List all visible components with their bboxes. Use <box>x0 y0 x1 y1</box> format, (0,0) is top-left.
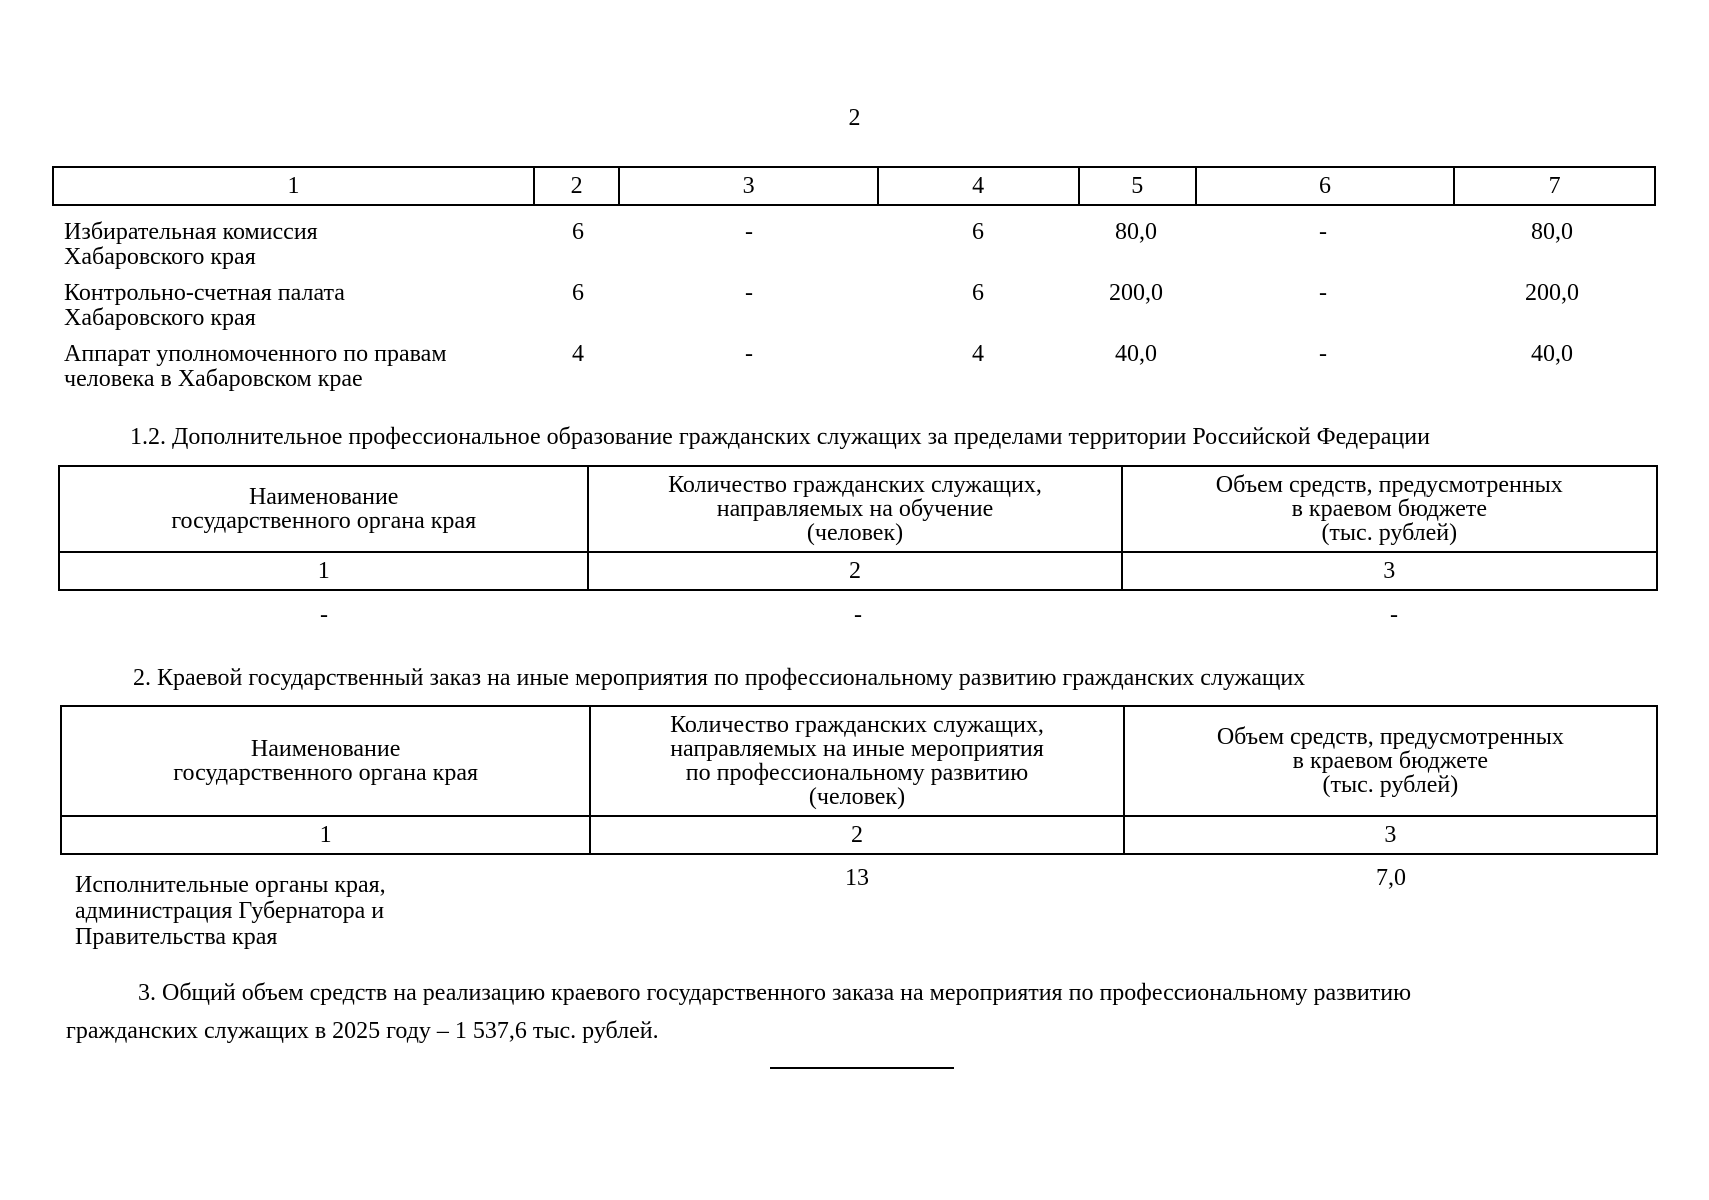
header-line: (человек) <box>808 784 906 810</box>
number-cell: 3 <box>1122 552 1657 590</box>
number-cell: 1 <box>61 816 590 854</box>
header-line: Объем средств, предусмотренных <box>1216 724 1564 750</box>
org-name-line: администрация Губернатора и <box>75 898 385 924</box>
header-line: Наименование <box>250 736 401 762</box>
row-name-line: Аппарат уполномоченного по правам <box>64 341 447 367</box>
cell-c2: 4 <box>572 341 584 367</box>
header-cell <box>590 706 1123 816</box>
table-1-2 <box>58 465 1658 591</box>
section-3-line-2: гражданских служащих в 2025 году – 1 537,6 тыс. рублей. <box>66 1018 659 1044</box>
cell-c4: 6 <box>972 280 984 306</box>
cell-c7: 200,0 <box>1525 280 1579 306</box>
col-header-2: 2 <box>534 167 620 205</box>
cell-c6: - <box>1319 341 1327 367</box>
header-line: государственного органа края <box>173 760 479 786</box>
org-name-line: Исполнительные органы края, <box>75 872 386 898</box>
header-cell <box>588 466 1121 552</box>
header-line: Количество гражданских служащих, <box>670 712 1044 738</box>
cell-c5: 200,0 <box>1109 280 1163 306</box>
header-line: Объем средств, предусмотренных <box>1215 472 1563 498</box>
header-cell <box>59 466 588 552</box>
row-name-line: человека в Хабаровском крае <box>64 366 363 392</box>
cell-c5: 40,0 <box>1115 341 1157 367</box>
section-heading-2: 2. Краевой государственный заказ на иные мероприятия по профессиональному развитию гражданских служащих <box>133 665 1306 691</box>
header-line: (тыс. рублей) <box>1322 772 1459 798</box>
header-line: Наименование <box>248 484 399 510</box>
header-line: (человек) <box>806 520 904 546</box>
col-header-3: 3 <box>619 167 877 205</box>
header-line: государственного органа края <box>171 508 477 534</box>
section-3-line-1: 3. Общий объем средств на реализацию краевого государственного заказа на мероприятия по профессиональному развитию <box>138 980 1412 1006</box>
table-1-header <box>52 166 1656 206</box>
header-line: Количество гражданских служащих, <box>668 472 1042 498</box>
cell-c4: 4 <box>972 341 984 367</box>
row-name-line: Хабаровского края <box>64 244 256 270</box>
header-cell <box>1122 466 1657 552</box>
col-header-5: 5 <box>1079 167 1196 205</box>
header-cell <box>1124 706 1657 816</box>
cell-c6: - <box>1319 280 1327 306</box>
org-name <box>75 872 495 950</box>
cell-c2: 6 <box>572 280 584 306</box>
header-line: направляемых на иные мероприятия <box>670 736 1044 762</box>
value-cell: - <box>1390 602 1398 628</box>
table-2 <box>60 705 1658 855</box>
amount-cell: 7,0 <box>1376 865 1406 891</box>
row-name-line: Избирательная комиссия <box>64 219 318 245</box>
number-cell: 2 <box>588 552 1121 590</box>
value-cell: - <box>320 602 328 628</box>
header-line: направляемых на обучение <box>716 496 994 522</box>
header-line: (тыс. рублей) <box>1321 520 1458 546</box>
cell-c7: 80,0 <box>1531 219 1573 245</box>
header-line: по профессиональному развитию <box>685 760 1029 786</box>
section-heading-1-2: 1.2. Дополнительное профессиональное образование гражданских служащих за пределами территории Российской Федерации <box>130 424 1430 450</box>
col-header-1: 1 <box>53 167 534 205</box>
col-header-7: 7 <box>1454 167 1655 205</box>
end-rule <box>770 1067 954 1069</box>
cell-c5: 80,0 <box>1115 219 1157 245</box>
number-cell: 3 <box>1124 816 1657 854</box>
header-cell <box>61 706 590 816</box>
org-name-line: Правительства края <box>75 924 278 950</box>
header-line: в краевом бюджете <box>1292 748 1489 774</box>
cell-c4: 6 <box>972 219 984 245</box>
col-header-6: 6 <box>1196 167 1454 205</box>
row-name-line: Хабаровского края <box>64 305 256 331</box>
cell-c3: - <box>745 219 753 245</box>
number-cell: 1 <box>59 552 588 590</box>
cell-c3: - <box>745 341 753 367</box>
number-cell: 2 <box>590 816 1123 854</box>
cell-c6: - <box>1319 219 1327 245</box>
cell-c2: 6 <box>572 219 584 245</box>
cell-c3: - <box>745 280 753 306</box>
cell-c7: 40,0 <box>1531 341 1573 367</box>
value-cell: - <box>854 602 862 628</box>
row-name-line: Контрольно-счетная палата <box>64 280 345 306</box>
header-line: в краевом бюджете <box>1291 496 1487 522</box>
col-header-4: 4 <box>878 167 1079 205</box>
page-number: 2 <box>848 105 861 131</box>
count-cell: 13 <box>845 865 869 891</box>
